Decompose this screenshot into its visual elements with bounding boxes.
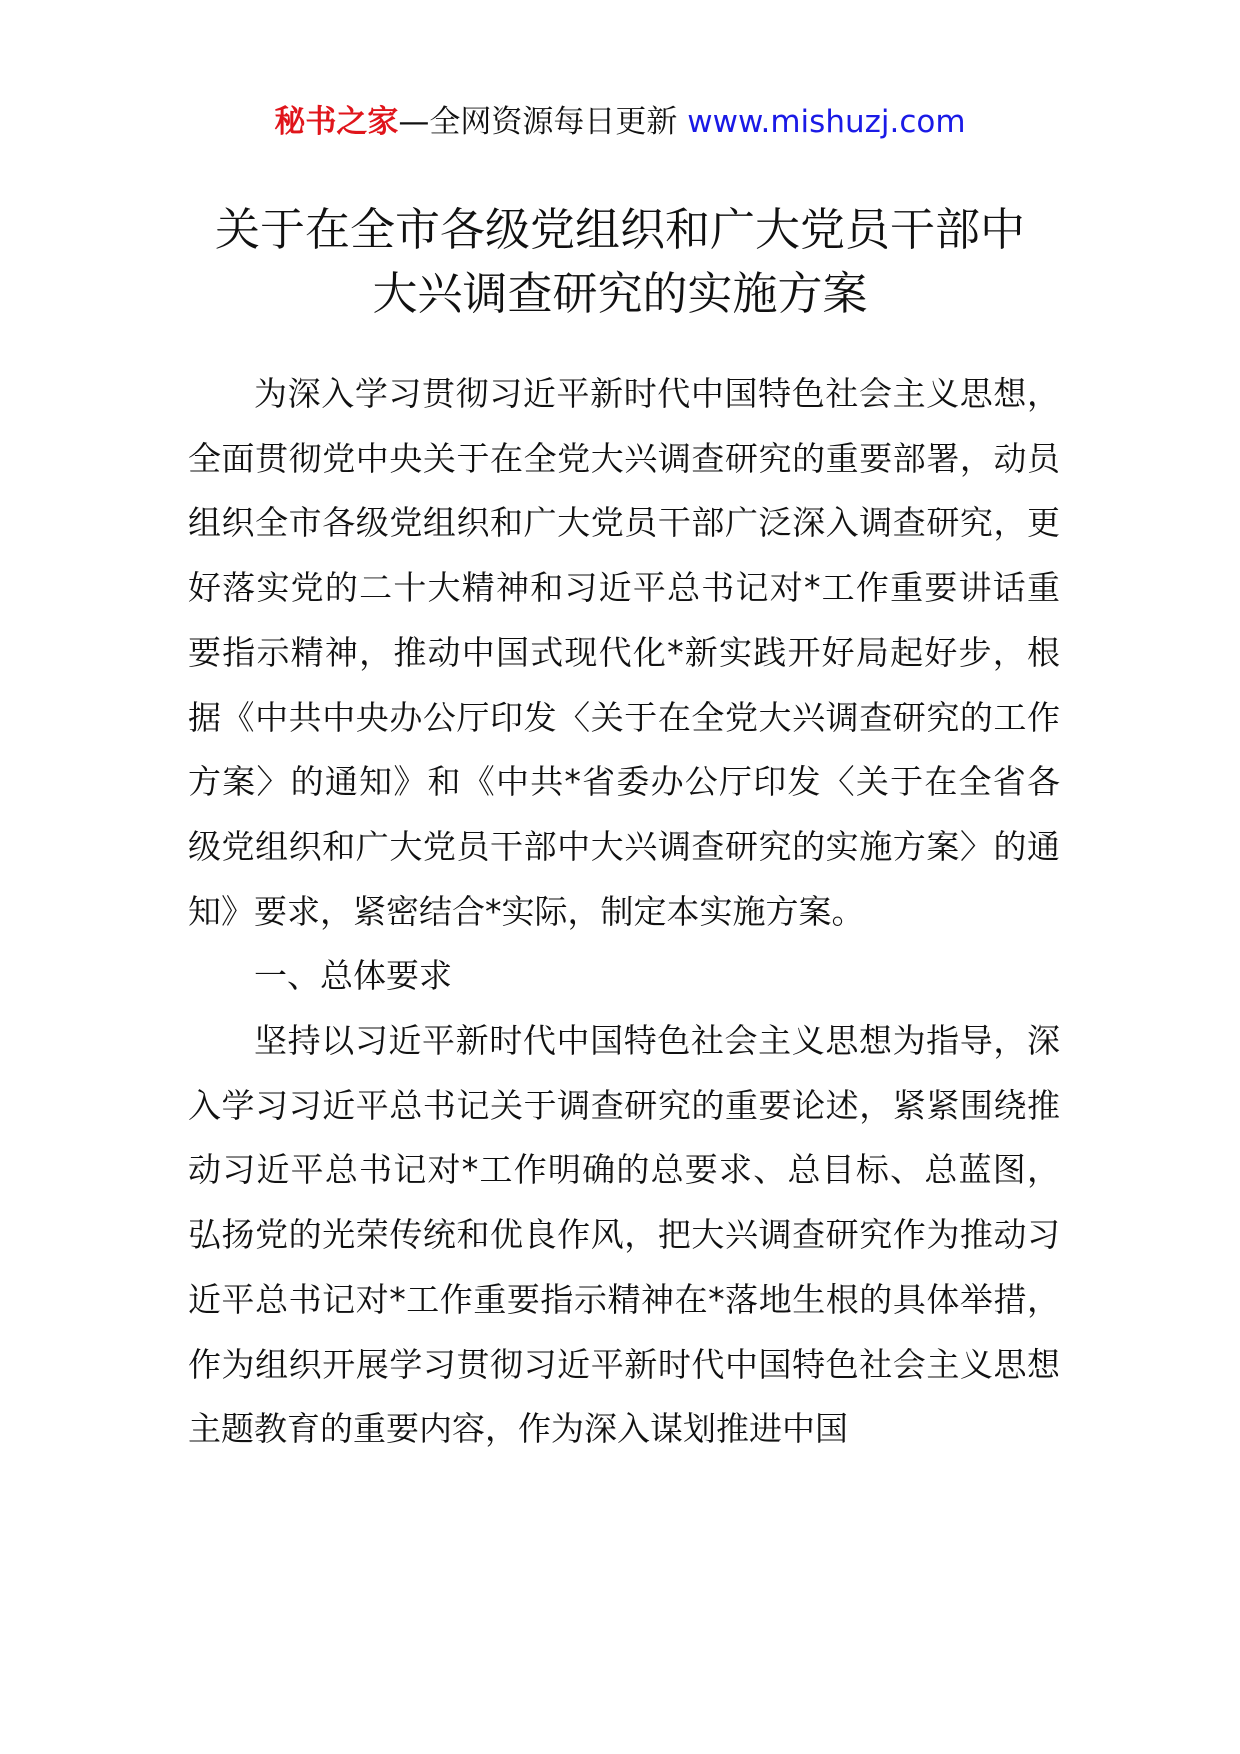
title-line-2: 大兴调查研究的实施方案 <box>372 267 868 320</box>
site-header <box>0 100 1240 144</box>
section-heading-general-requirements: 一、总体要求 <box>254 956 452 996</box>
document-body <box>188 362 1060 1462</box>
title-line-1: 关于在全市各级党组织和广大党员干部中 <box>214 203 1025 256</box>
document-title <box>120 198 1120 326</box>
site-url-link[interactable]: www.mishuzj.com <box>687 104 966 140</box>
body-paragraph: 坚持以习近平新时代中国特色社会主义思想为指导，深入学习习近平总书记关于调查研究的重要论述，紧紧围绕推动习近平总书记对*工作明确的总要求、总目标、总蓝图，弘扬党的光荣传统和优良作风，把大兴调查研究作为推动习近平总书记对*工作重要指示精神在*落地生根的具体举措，作为组织开展学习贯彻习近平新时代中国特色社会主义思想主题教育的重要内容，作为深入谋划推进中国 <box>188 1021 1060 1449</box>
brand-name: 秘书之家 <box>274 104 399 140</box>
intro-paragraph: 为深入学习贯彻习近平新时代中国特色社会主义思想，全面贯彻党中央关于在全党大兴调查研究的重要部署，动员组织全市各级党组织和广大党员干部广泛深入调查研究，更好落实党的二十大精神和习近平总书记对*工作重要讲话重要指示精神，推动中国式现代化*新实践开好局起好步，根据《中共中央办公厅印发〈关于在全党大兴调查研究的工作方案〉的通知》和《中共*省委办公厅印发〈关于在全省各级党组织和广大党员干部中大兴调查研究的实施方案〉的通知》要求，紧密结合*实际，制定本实施方案。 <box>188 374 1060 931</box>
header-slogan: —全网资源每日更新 <box>398 104 678 140</box>
